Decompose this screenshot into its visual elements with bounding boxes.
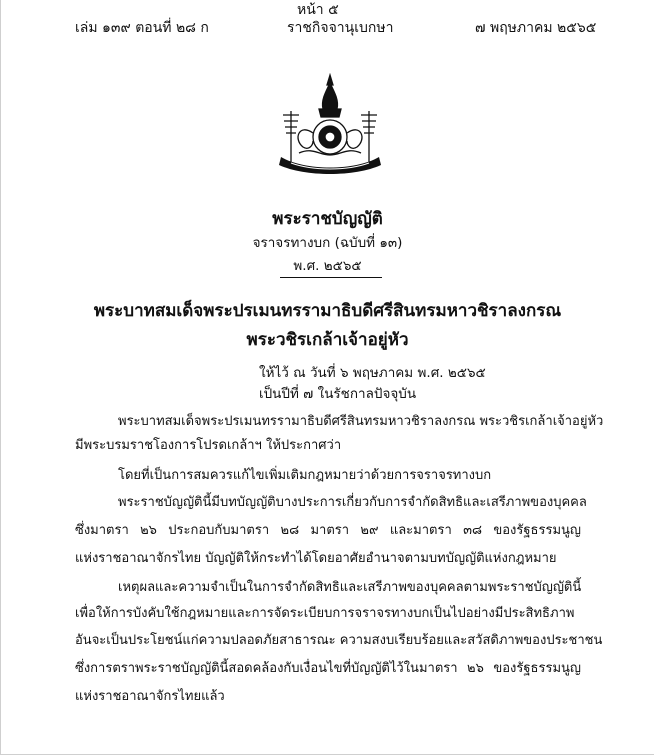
- gazette-name: ราชกิจจานุเบกษา: [287, 20, 394, 36]
- page-number: หน้า ๕: [297, 2, 339, 18]
- royal-garuda-emblem-icon: [269, 73, 391, 177]
- reason-line4: ซึ่งการตราพระราชบัญญัตินี้สอดคล้องกับเงื่อนไขที่บัญญัติไว้ในมาตรา ๒๖ ของรัฐธรรมนูญ: [75, 661, 581, 676]
- purpose-paragraph: โดยที่เป็นการสมควรแก้ไขเพิ่มเติมกฎหมายว่าด้วยการจราจรทางบก: [118, 468, 492, 483]
- publication-date: ๗ พฤษภาคม ๒๕๖๕: [475, 20, 597, 36]
- rights-line1: พระราชบัญญัตินี้มีบทบัญญัติบางประการเกี่ยวกับการจำกัดสิทธิและเสรีภาพของบุคคล: [118, 495, 587, 510]
- king-name-line2: พระวชิรเกล้าเจ้าอยู่หัว: [246, 330, 409, 350]
- reign-year: เป็นปีที่ ๗ ในรัชกาลปัจจุบัน: [259, 386, 417, 402]
- reason-line5: แห่งราชอาณาจักรไทยแล้ว: [75, 689, 225, 704]
- given-date: ให้ไว้ ณ วันที่ ๖ พฤษภาคม พ.ศ. ๒๕๖๕: [259, 365, 486, 381]
- act-title: พระราชบัญญัติ: [272, 209, 383, 229]
- king-name-line1: พระบาทสมเด็จพระปรเมนทรรามาธิบดีศรีสินทรมหาวชิราลงกรณ: [93, 301, 562, 321]
- reason-line3: อันจะเป็นประโยชน์แก่ความปลอดภัยสาธารณะ ความสงบเรียบร้อยและสวัสดิภาพของประชาชน: [75, 633, 603, 648]
- act-year: พ.ศ. ๒๕๖๕: [293, 258, 362, 274]
- reason-line1: เหตุผลและความจำเป็นในการจำกัดสิทธิและเสรีภาพของบุคคลตามพระราชบัญญัตินี้: [118, 580, 582, 595]
- rights-line2: ซึ่งมาตรา ๒๖ ประกอบกับมาตรา ๒๘ มาตรา ๒๙ และมาตรา ๓๘ ของรัฐธรรมนูญ: [75, 523, 581, 538]
- title-divider: [280, 277, 382, 278]
- rights-line3: แห่งราชอาณาจักรไทย บัญญัติให้กระทำได้โดยอาศัยอำนาจตามบทบัญญัติแห่งกฎหมาย: [75, 551, 557, 566]
- volume-issue: เล่ม ๑๓๙ ตอนที่ ๒๘ ก: [75, 20, 209, 36]
- reason-line2: เพื่อให้การบังคับใช้กฎหมายและการจัดระเบียบการจราจรทางบกเป็นไปอย่างมีประสิทธิภาพ: [75, 606, 575, 621]
- preamble-line2: มีพระบรมราชโองการโปรดเกล้าฯ ให้ประกาศว่า: [75, 438, 342, 453]
- act-subtitle: จราจรทางบก (ฉบับที่ ๑๓): [252, 235, 403, 251]
- preamble-line1: พระบาทสมเด็จพระปรเมนทรรามาธิบดีศรีสินทรมหาวชิราลงกรณ พระวชิรเกล้าเจ้าอยู่หัว: [118, 414, 604, 429]
